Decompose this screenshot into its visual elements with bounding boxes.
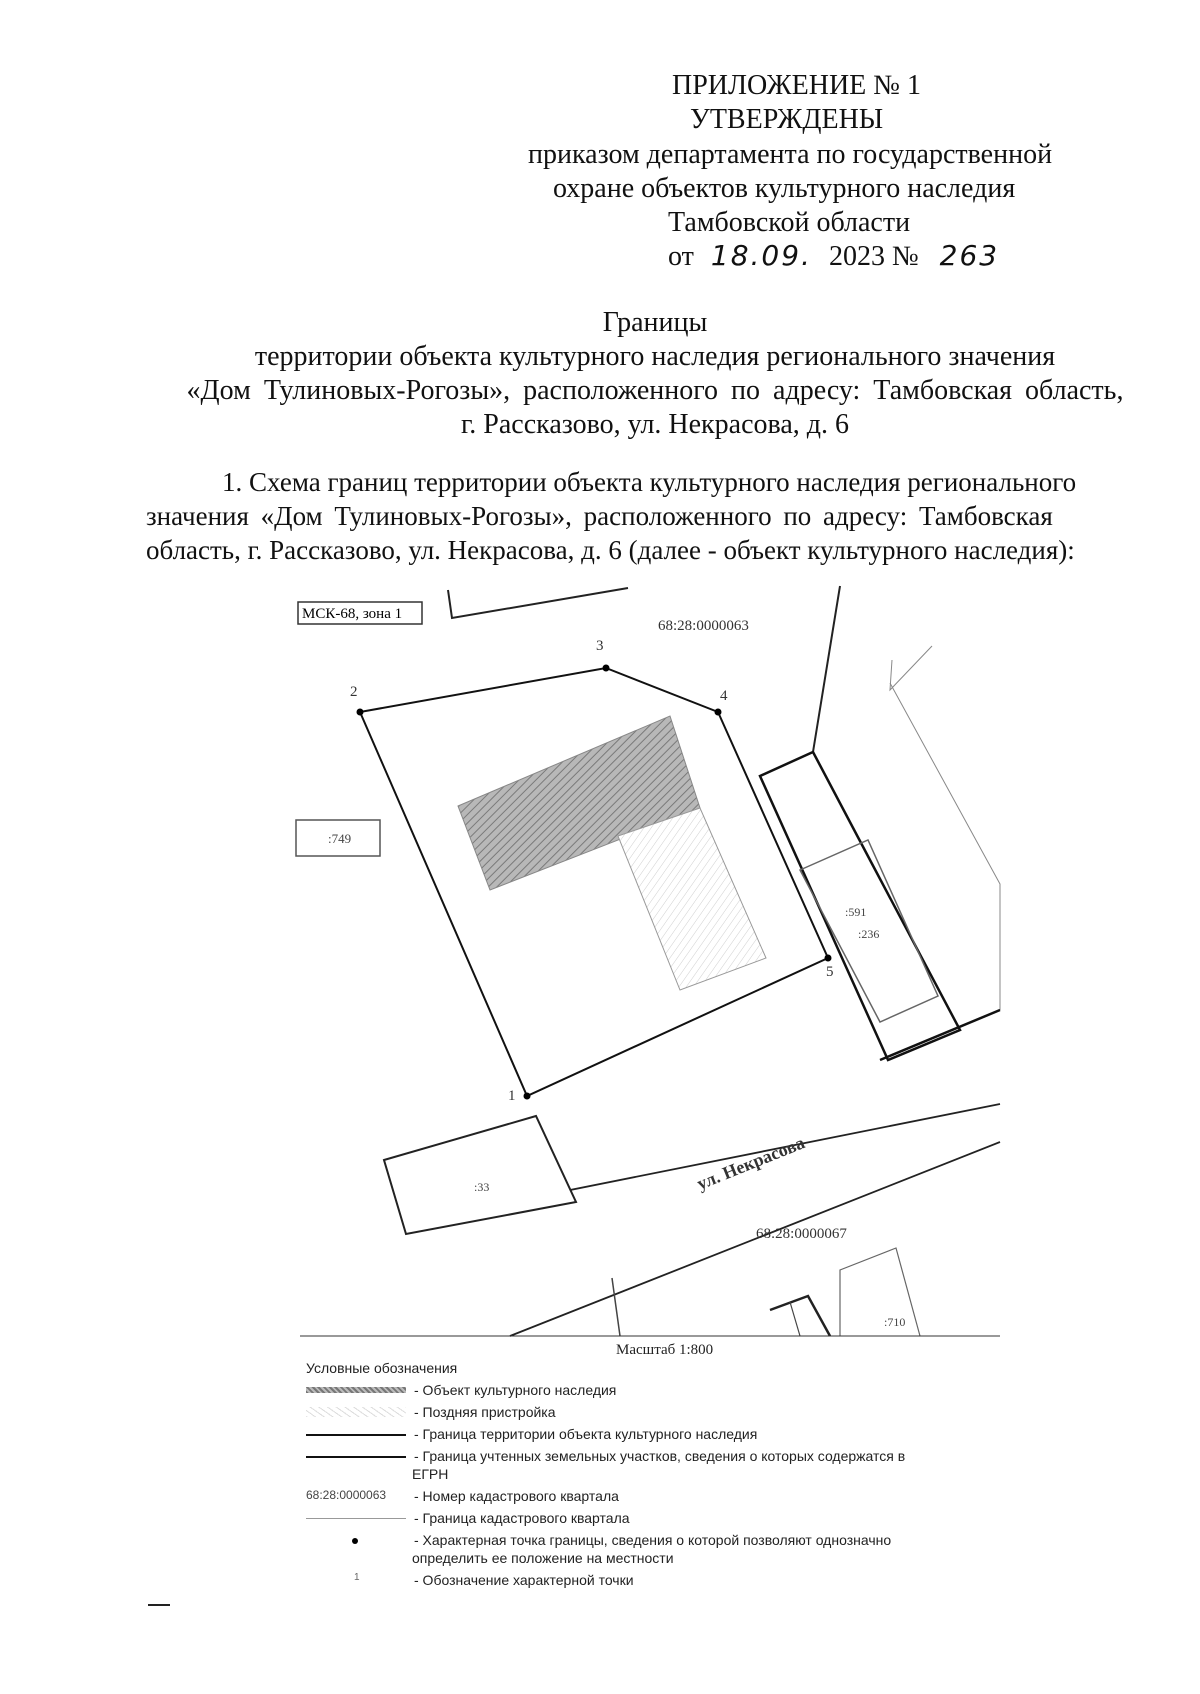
legend-item-heritage: - Объект культурного наследия: [306, 1382, 1006, 1400]
approved-label: УТВЕРЖДЕНЫ: [690, 104, 884, 135]
legend-item-quarter-number: 68:28:0000063 - Номер кадастрового квартала: [306, 1488, 619, 1504]
parcel-33: [384, 1116, 576, 1234]
title-line-1: Границы: [602, 307, 708, 338]
order-line-3: Тамбовской области: [668, 207, 911, 238]
parcel-label: :749: [328, 831, 352, 846]
characteristic-point: [524, 1093, 531, 1100]
parcel-boundary: [448, 588, 628, 618]
point-label: 4: [720, 688, 728, 704]
parcel-label: :591: [845, 905, 867, 919]
extension-swatch: [306, 1407, 406, 1417]
parcel-710: [840, 1248, 920, 1336]
title-line-2: территории объекта культурного наследия регионального значения: [254, 341, 1056, 372]
paragraph-line-2: значения «Дом Тулиновых-Рогозы», расположенного по адресу: Тамбовская: [146, 501, 1053, 531]
title-line-3: «Дом Тулиновых-Рогозы», расположенного по адресу: Тамбовская область,: [186, 375, 1124, 406]
point-swatch: [352, 1538, 358, 1544]
legend-item-point: - Характерная точка границы, сведения о которой позволяют однозначно: [306, 1532, 1006, 1550]
quarter-number-top: 68:28:0000063: [658, 618, 749, 634]
heritage-swatch: [306, 1387, 406, 1393]
appendix-number: ПРИЛОЖЕНИЕ № 1: [672, 70, 921, 101]
parcel-label: :236: [858, 927, 880, 941]
footnote-dash: [148, 1604, 170, 1606]
paragraph-line-1: 1. Схема границ территории объекта культурного наследия регионального: [222, 467, 1077, 497]
title-line-4: г. Рассказово, ул. Некрасова, д. 6: [460, 409, 850, 440]
legend-egrn: ЕГРН: [412, 1466, 449, 1482]
legend-item-point-label: 1 - Обозначение характерной точки: [354, 1572, 634, 1588]
point-label: 1: [508, 1088, 516, 1104]
order-line-1: приказом департамента по государственной: [528, 139, 1053, 170]
legend-heading: Условные обозначения: [306, 1360, 458, 1376]
quarter-number-sample: 68:28:0000063: [306, 1488, 387, 1502]
legend-point-cont: определить ее положение на местности: [412, 1550, 674, 1566]
characteristic-point: [357, 709, 364, 716]
parcel-boundary: [813, 586, 840, 752]
handwritten-number: 263: [939, 239, 1000, 272]
quarter-boundary: [890, 683, 1000, 1010]
parcel-line-swatch: [306, 1456, 406, 1458]
quarter-boundary: [890, 646, 932, 690]
handwritten-date: 18.09.: [710, 239, 812, 272]
map-scale: Масштаб 1:800: [616, 1342, 714, 1358]
date-year: 2023 №: [828, 241, 919, 272]
street-name: ул. Некрасова: [694, 1132, 808, 1194]
date-prefix: от: [668, 241, 694, 272]
parcel-boundary: [880, 1010, 1000, 1060]
characteristic-point: [825, 955, 832, 962]
point-label: 5: [826, 964, 834, 980]
point-label: 3: [596, 638, 604, 654]
quarter-number-bottom: 68:28:0000067: [756, 1226, 847, 1242]
parcel-boundary: [770, 1296, 830, 1336]
legend-item-quarter-boundary: - Граница кадастрового квартала: [306, 1510, 1006, 1528]
legend-item-extension: - Поздняя пристройка: [306, 1404, 1006, 1422]
parcel-label: :33: [474, 1180, 490, 1194]
crs-label: МСК-68, зона 1: [302, 606, 403, 622]
order-line-2: охране объектов культурного наследия: [553, 173, 1016, 204]
territory-line-swatch: [306, 1434, 406, 1436]
paragraph-line-3: область, г. Рассказово, ул. Некрасова, д. 6 (далее - объект культурного наследия):: [146, 535, 1075, 565]
parcel-label: :710: [884, 1315, 906, 1329]
point-label: 2: [350, 684, 358, 700]
legend-item-parcels: - Граница учтенных земельных участков, сведения о которых содержатся в: [306, 1448, 1006, 1466]
parcel-boundary: [612, 1278, 620, 1336]
legend-item-territory: - Граница территории объекта культурного наследия: [306, 1426, 1006, 1444]
parcel-boundary: [790, 1302, 800, 1336]
characteristic-point: [603, 665, 610, 672]
point-label-sample: 1: [354, 1572, 360, 1583]
characteristic-point: [715, 709, 722, 716]
territory-boundary: [360, 668, 828, 1096]
quarter-line-swatch: [306, 1518, 406, 1519]
later-extension: [618, 808, 766, 990]
